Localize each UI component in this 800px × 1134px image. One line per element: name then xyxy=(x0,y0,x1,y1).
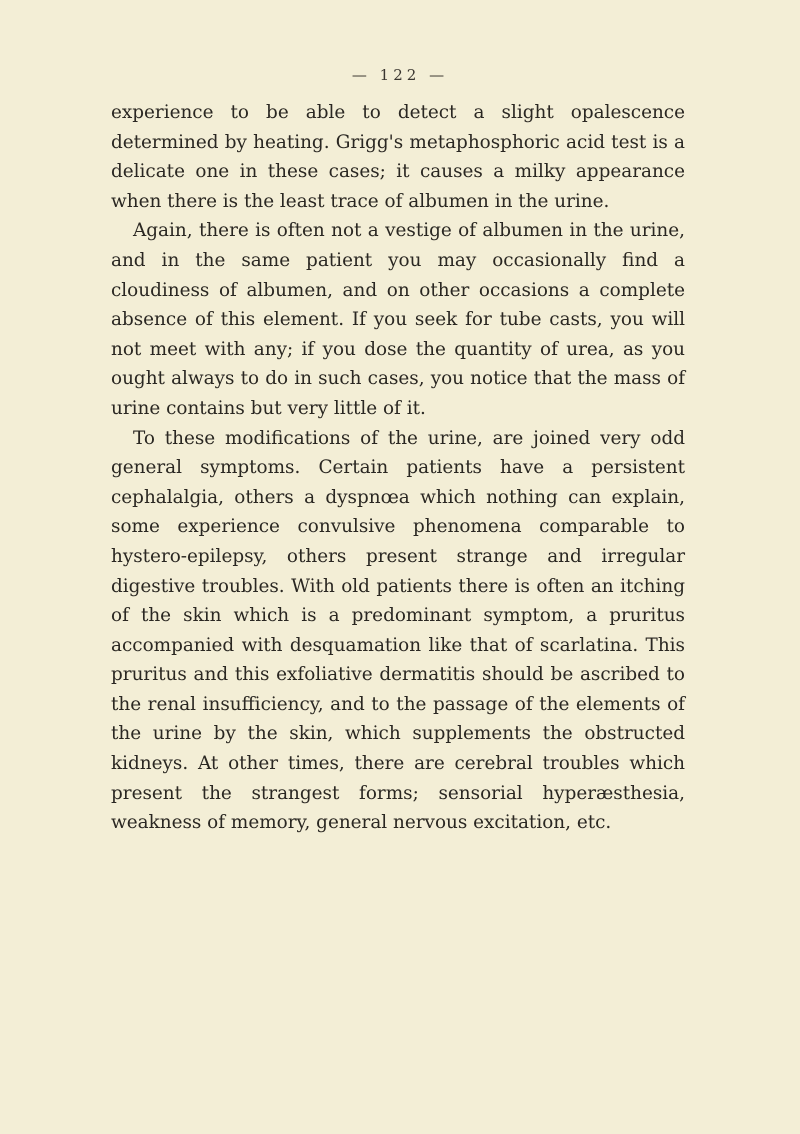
paragraph-albumen-absence: Again, there is often not a vestige of albumen in the urine, and in the same patient you may occasionally find a cloudiness of albumen, and on other occasions a complete absence of this element. If you seek for tube casts, you will not meet with any; if you dose the quantity of urea, as you ought always to do in such cases, you notice that the mass of urine contains but very little of it. xyxy=(111,220,685,419)
body-text xyxy=(111,98,685,838)
paragraph-continuation: experience to be able to detect a slight opalescence determined by heating. Grigg's metaphosphoric acid test is a delicate one in these cases; it causes a milky appearance when there is the least trace of albumen in the urine. xyxy=(111,102,685,212)
page-number-header: — 122 — xyxy=(351,66,449,84)
paragraph-general-symptoms: To these modifications of the urine, are joined very odd general symptoms. Certain patients have a persistent cephalalgia, others a dyspnœa which nothing can explain, some experience convulsive phenomena comparable to hystero-epilepsy, others present strange and irregular digestive troubles. With old patients there is often an itching of the skin which is a predominant symptom, a pruritus accompanied with desquamation like that of scarlatina. This pruritus and this exfoliative dermatitis should be ascribed to the renal insufficiency, and to the passage of the elements of the urine by the skin, which supplements the obstructed kidneys. At other times, there are cerebral troubles which present the strangest forms; sensorial hyperæsthesia, weakness of memory, general nervous excitation, etc. xyxy=(111,427,685,834)
